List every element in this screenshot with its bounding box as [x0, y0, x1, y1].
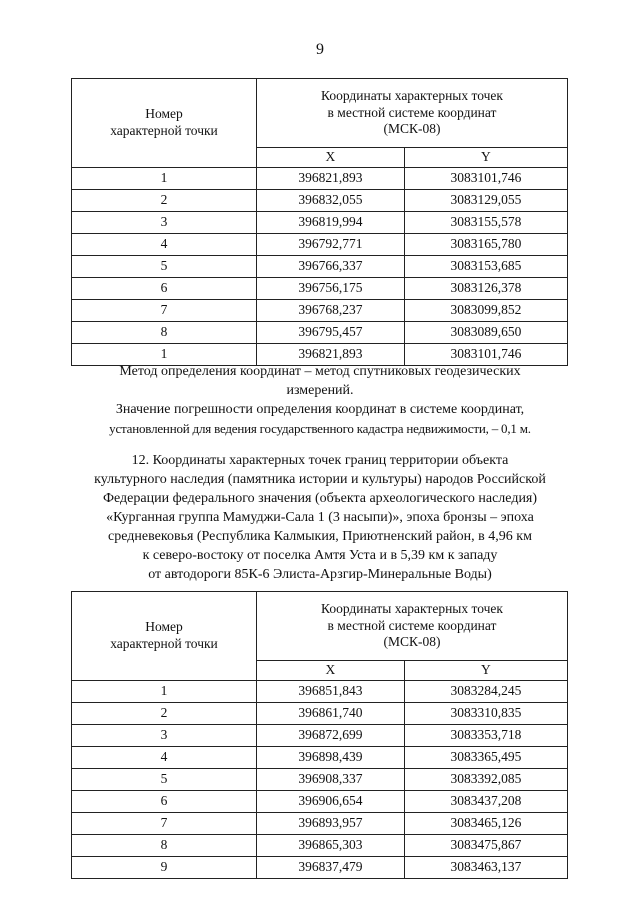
y-coordinate-cell: 3083101,746: [404, 168, 567, 190]
y-coordinate-cell: 3083392,085: [404, 769, 567, 791]
table-header-row: [72, 79, 568, 148]
y-column-header: Y: [404, 661, 567, 681]
x-coordinate-cell: 396795,457: [257, 322, 405, 344]
x-coordinate-cell: 396792,771: [257, 234, 405, 256]
method-paragraph: [0, 362, 640, 438]
y-coordinate-cell: 3083099,852: [404, 300, 567, 322]
x-coordinate-cell: 396766,337: [257, 256, 405, 278]
y-coordinate-cell: 3083155,578: [404, 212, 567, 234]
coordinates-header-line3: (МСК-08): [383, 634, 441, 650]
point-number-cell: 2: [72, 190, 257, 212]
section-12-paragraph: [0, 451, 640, 584]
method-line-4: установленной для ведения государственного кадастра недвижимости, – 0,1 м.: [109, 421, 531, 436]
x-coordinate-cell: 396898,439: [257, 747, 405, 769]
y-coordinate-cell: 3083465,126: [404, 813, 567, 835]
x-coordinate-cell: 396756,175: [257, 278, 405, 300]
point-number-cell: 6: [72, 791, 257, 813]
table-row: [72, 747, 568, 769]
point-number-cell: 1: [72, 344, 257, 366]
point-number-cell: 3: [72, 725, 257, 747]
point-number-cell: 2: [72, 703, 257, 725]
table-row: [72, 322, 568, 344]
y-coordinate-cell: 3083463,137: [404, 857, 567, 879]
section-line-2: культурного наследия (памятника истории и культуры) народов Российской: [94, 472, 546, 487]
y-coordinate-cell: 3083365,495: [404, 747, 567, 769]
x-coordinate-cell: 396821,893: [257, 168, 405, 190]
table-row: [72, 256, 568, 278]
x-coordinate-cell: 396908,337: [257, 769, 405, 791]
section-line-1: 12. Координаты характерных точек границ территории объекта: [131, 453, 509, 468]
x-coordinate-cell: 396821,893: [257, 344, 405, 366]
y-coordinate-cell: 3083310,835: [404, 703, 567, 725]
y-coordinate-cell: 3083153,685: [404, 256, 567, 278]
y-coordinate-cell: 3083353,718: [404, 725, 567, 747]
table-row: [72, 769, 568, 791]
y-coordinate-cell: 3083126,378: [404, 278, 567, 300]
coordinates-header: [257, 79, 568, 148]
table-row: [72, 212, 568, 234]
point-number-cell: 8: [72, 322, 257, 344]
coordinates-table-1: [71, 78, 568, 366]
point-number-cell: 7: [72, 300, 257, 322]
method-line-2: измерений.: [286, 383, 354, 398]
coordinates-header-line1: Координаты характерных точек: [321, 87, 503, 103]
table-row: [72, 168, 568, 190]
point-number-cell: 7: [72, 813, 257, 835]
table-row: [72, 681, 568, 703]
table-row: [72, 278, 568, 300]
y-column-header: Y: [404, 148, 567, 168]
point-number-header: [72, 592, 257, 681]
table-row: [72, 857, 568, 879]
coordinates-table-2: [71, 591, 568, 879]
method-line-1: Метод определения координат – метод спутниковых геодезических: [119, 364, 521, 379]
section-line-5: средневековья (Республика Калмыкия, Приютненский район, в 4,96 км: [108, 529, 532, 544]
y-coordinate-cell: 3083437,208: [404, 791, 567, 813]
section-line-7: от автодороги 85К-6 Элиста-Арзгир-Минеральные Воды): [148, 567, 492, 582]
point-number-cell: 4: [72, 234, 257, 256]
point-number-cell: 1: [72, 168, 257, 190]
table-row: [72, 703, 568, 725]
method-line-3: Значение погрешности определения координат в системе координат,: [115, 402, 525, 417]
point-number-header-line2: характерной точки: [110, 123, 218, 138]
point-number-cell: 9: [72, 857, 257, 879]
coordinates-header-line1: Координаты характерных точек: [321, 600, 503, 616]
coordinates-header-line2: в местной системе координат: [327, 617, 497, 633]
point-number-cell: 5: [72, 769, 257, 791]
x-coordinate-cell: 396872,699: [257, 725, 405, 747]
y-coordinate-cell: 3083129,055: [404, 190, 567, 212]
page-number: 9: [316, 41, 324, 58]
table-row: [72, 190, 568, 212]
y-coordinate-cell: 3083101,746: [404, 344, 567, 366]
table-row: [72, 300, 568, 322]
table-row: [72, 835, 568, 857]
table-row: [72, 725, 568, 747]
section-line-6: к северо-востоку от поселка Амтя Уста и в 5,39 км к западу: [142, 548, 498, 563]
point-number-cell: 6: [72, 278, 257, 300]
x-column-header: X: [257, 661, 405, 681]
y-coordinate-cell: 3083284,245: [404, 681, 567, 703]
point-number-cell: 5: [72, 256, 257, 278]
coordinates-header-line2: в местной системе координат: [327, 104, 497, 120]
table-row: [72, 234, 568, 256]
x-coordinate-cell: 396893,957: [257, 813, 405, 835]
y-coordinate-cell: 3083475,867: [404, 835, 567, 857]
coordinates-header-line3: (МСК-08): [383, 121, 441, 137]
y-coordinate-cell: 3083165,780: [404, 234, 567, 256]
point-number-cell: 4: [72, 747, 257, 769]
x-coordinate-cell: 396906,654: [257, 791, 405, 813]
point-number-header-line2: характерной точки: [110, 636, 218, 651]
point-number-header-line1: Номер: [145, 106, 183, 122]
point-number-header: [72, 79, 257, 168]
x-coordinate-cell: 396819,994: [257, 212, 405, 234]
x-coordinate-cell: 396865,303: [257, 835, 405, 857]
y-coordinate-cell: 3083089,650: [404, 322, 567, 344]
point-number-header-line1: Номер: [145, 619, 183, 635]
x-coordinate-cell: 396851,843: [257, 681, 405, 703]
coordinates-header: [257, 592, 568, 661]
x-coordinate-cell: 396832,055: [257, 190, 405, 212]
point-number-cell: 1: [72, 681, 257, 703]
x-coordinate-cell: 396768,237: [257, 300, 405, 322]
section-line-4: «Курганная группа Мамуджи-Сала 1 (3 насыпи)», эпоха бронзы – эпоха: [106, 510, 534, 525]
table-row: [72, 813, 568, 835]
table-header-row: [72, 592, 568, 661]
point-number-cell: 3: [72, 212, 257, 234]
point-number-cell: 8: [72, 835, 257, 857]
section-line-3: Федерации федерального значения (объекта археологического наследия): [102, 491, 538, 506]
x-coordinate-cell: 396837,479: [257, 857, 405, 879]
x-column-header: X: [257, 148, 405, 168]
x-coordinate-cell: 396861,740: [257, 703, 405, 725]
table-row: [72, 791, 568, 813]
